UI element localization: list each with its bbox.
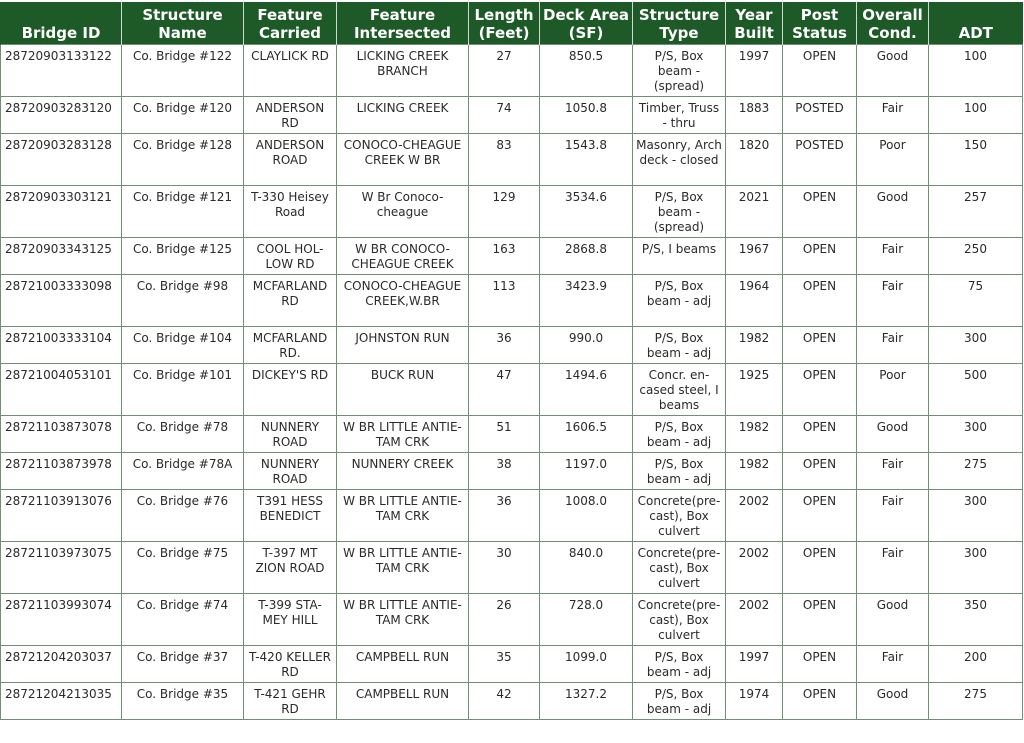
col-header-feature-carried: Feature Carried	[244, 2, 337, 45]
cell-overall-cond: Fair	[857, 238, 929, 275]
cell-adt: 200	[929, 646, 1023, 683]
cell-structure-type: P/S, Box beam - adj	[633, 327, 726, 364]
cell-feature-intersected: JOHNSTON RUN	[337, 327, 469, 364]
cell-feature-carried: T-397 MT ZION ROAD	[244, 542, 337, 594]
cell-feature-intersected: CAMPBELL RUN	[337, 646, 469, 683]
cell-structure-type: Concr. en-cased steel, I beams	[633, 364, 726, 416]
cell-bridge-id: 28721204203037	[1, 646, 122, 683]
cell-structure-name: Co. Bridge #37	[122, 646, 244, 683]
cell-feature-intersected: CONOCO-CHEAGUE CREEK,W.BR	[337, 275, 469, 327]
cell-structure-name: Co. Bridge #75	[122, 542, 244, 594]
cell-feature-carried: T-330 Heisey Road	[244, 186, 337, 238]
cell-feature-intersected: W BR LITTLE ANTIE-TAM CRK	[337, 594, 469, 646]
cell-post-status: OPEN	[783, 490, 857, 542]
cell-adt: 275	[929, 453, 1023, 490]
cell-year-built: 1967	[726, 238, 783, 275]
cell-deck-area: 840.0	[540, 542, 633, 594]
cell-adt: 75	[929, 275, 1023, 327]
col-header-length: Length (Feet)	[469, 2, 540, 45]
cell-structure-type: P/S, Box beam - adj	[633, 683, 726, 720]
cell-adt: 100	[929, 45, 1023, 97]
cell-deck-area: 3534.6	[540, 186, 633, 238]
cell-overall-cond: Good	[857, 45, 929, 97]
cell-bridge-id: 28721204213035	[1, 683, 122, 720]
cell-structure-name: Co. Bridge #74	[122, 594, 244, 646]
cell-post-status: OPEN	[783, 186, 857, 238]
cell-feature-carried: ANDERSON RD	[244, 97, 337, 134]
cell-bridge-id: 28721103873078	[1, 416, 122, 453]
cell-length: 38	[469, 453, 540, 490]
cell-deck-area: 1494.6	[540, 364, 633, 416]
cell-feature-carried: MCFARLAND RD	[244, 275, 337, 327]
cell-length: 42	[469, 683, 540, 720]
cell-year-built: 1997	[726, 646, 783, 683]
cell-deck-area: 1543.8	[540, 134, 633, 186]
cell-adt: 100	[929, 97, 1023, 134]
cell-structure-name: Co. Bridge #128	[122, 134, 244, 186]
cell-feature-intersected: W BR CONOCO-CHEAGUE CREEK	[337, 238, 469, 275]
cell-year-built: 1883	[726, 97, 783, 134]
cell-post-status: OPEN	[783, 646, 857, 683]
col-header-year-built: Year Built	[726, 2, 783, 45]
table-row	[1, 683, 1023, 720]
cell-structure-name: Co. Bridge #35	[122, 683, 244, 720]
cell-overall-cond: Good	[857, 594, 929, 646]
table-row	[1, 364, 1023, 416]
cell-year-built: 2021	[726, 186, 783, 238]
cell-structure-type: P/S, Box beam - adj	[633, 416, 726, 453]
cell-post-status: OPEN	[783, 594, 857, 646]
cell-adt: 300	[929, 416, 1023, 453]
cell-bridge-id: 28720903133122	[1, 45, 122, 97]
cell-feature-carried: T-420 KELLER RD	[244, 646, 337, 683]
cell-deck-area: 850.5	[540, 45, 633, 97]
table-row	[1, 97, 1023, 134]
cell-year-built: 2002	[726, 542, 783, 594]
cell-length: 26	[469, 594, 540, 646]
cell-length: 113	[469, 275, 540, 327]
cell-feature-carried: T-399 STA-MEY HILL	[244, 594, 337, 646]
cell-feature-carried: T391 HESS BENEDICT	[244, 490, 337, 542]
cell-length: 163	[469, 238, 540, 275]
cell-overall-cond: Fair	[857, 646, 929, 683]
cell-structure-type: P/S, Box beam - adj	[633, 275, 726, 327]
cell-structure-name: Co. Bridge #78	[122, 416, 244, 453]
bridge-table-container	[0, 2, 1022, 720]
cell-structure-name: Co. Bridge #76	[122, 490, 244, 542]
cell-overall-cond: Poor	[857, 364, 929, 416]
cell-structure-type: Concrete(pre-cast), Box culvert	[633, 490, 726, 542]
cell-bridge-id: 28721103873978	[1, 453, 122, 490]
cell-deck-area: 1197.0	[540, 453, 633, 490]
cell-post-status: OPEN	[783, 683, 857, 720]
cell-bridge-id: 28720903303121	[1, 186, 122, 238]
cell-structure-name: Co. Bridge #121	[122, 186, 244, 238]
cell-year-built: 1982	[726, 416, 783, 453]
cell-year-built: 1982	[726, 453, 783, 490]
cell-adt: 257	[929, 186, 1023, 238]
table-row	[1, 490, 1023, 542]
col-header-overall-cond: Overall Cond.	[857, 2, 929, 45]
table-row	[1, 594, 1023, 646]
cell-adt: 350	[929, 594, 1023, 646]
cell-post-status: OPEN	[783, 416, 857, 453]
cell-adt: 275	[929, 683, 1023, 720]
cell-length: 35	[469, 646, 540, 683]
cell-feature-carried: NUNNERY ROAD	[244, 416, 337, 453]
cell-overall-cond: Fair	[857, 97, 929, 134]
cell-deck-area: 3423.9	[540, 275, 633, 327]
cell-adt: 300	[929, 490, 1023, 542]
cell-bridge-id: 28721103973075	[1, 542, 122, 594]
cell-year-built: 1997	[726, 45, 783, 97]
col-header-deck-area: Deck Area (SF)	[540, 2, 633, 45]
table-row	[1, 542, 1023, 594]
cell-structure-type: P/S, Box beam - (spread)	[633, 186, 726, 238]
table-row	[1, 45, 1023, 97]
cell-structure-type: Masonry, Arch deck - closed	[633, 134, 726, 186]
cell-bridge-id: 28720903343125	[1, 238, 122, 275]
cell-adt: 500	[929, 364, 1023, 416]
cell-post-status: OPEN	[783, 542, 857, 594]
cell-bridge-id: 28721103913076	[1, 490, 122, 542]
table-row	[1, 134, 1023, 186]
col-header-feature-intersected: Feature Intersected	[337, 2, 469, 45]
cell-structure-name: Co. Bridge #120	[122, 97, 244, 134]
cell-structure-type: P/S, Box beam - adj	[633, 453, 726, 490]
cell-adt: 300	[929, 327, 1023, 364]
cell-structure-name: Co. Bridge #78A	[122, 453, 244, 490]
col-header-adt: ADT	[929, 2, 1023, 45]
cell-post-status: OPEN	[783, 453, 857, 490]
cell-overall-cond: Fair	[857, 453, 929, 490]
col-header-structure-type: Structure Type	[633, 2, 726, 45]
cell-bridge-id: 28721103993074	[1, 594, 122, 646]
cell-bridge-id: 28720903283128	[1, 134, 122, 186]
cell-post-status: POSTED	[783, 97, 857, 134]
header-row	[1, 2, 1023, 45]
cell-post-status: OPEN	[783, 327, 857, 364]
cell-overall-cond: Good	[857, 186, 929, 238]
cell-structure-type: P/S, I beams	[633, 238, 726, 275]
cell-overall-cond: Good	[857, 416, 929, 453]
cell-year-built: 1925	[726, 364, 783, 416]
bridge-inventory-table	[0, 2, 1023, 720]
cell-overall-cond: Fair	[857, 490, 929, 542]
cell-post-status: OPEN	[783, 364, 857, 416]
cell-deck-area: 1327.2	[540, 683, 633, 720]
cell-deck-area: 990.0	[540, 327, 633, 364]
cell-bridge-id: 28721004053101	[1, 364, 122, 416]
cell-deck-area: 1099.0	[540, 646, 633, 683]
col-header-post-status: Post Status	[783, 2, 857, 45]
cell-length: 36	[469, 490, 540, 542]
cell-year-built: 1974	[726, 683, 783, 720]
cell-structure-name: Co. Bridge #122	[122, 45, 244, 97]
table-row	[1, 238, 1023, 275]
cell-length: 74	[469, 97, 540, 134]
cell-year-built: 1982	[726, 327, 783, 364]
cell-feature-intersected: W BR LITTLE ANTIE-TAM CRK	[337, 416, 469, 453]
cell-overall-cond: Poor	[857, 134, 929, 186]
cell-structure-type: P/S, Box beam - (spread)	[633, 45, 726, 97]
table-row	[1, 453, 1023, 490]
cell-post-status: OPEN	[783, 45, 857, 97]
cell-deck-area: 728.0	[540, 594, 633, 646]
cell-feature-carried: T-421 GEHR RD	[244, 683, 337, 720]
col-header-structure-name: Structure Name	[122, 2, 244, 45]
col-header-bridge-id: Bridge ID	[1, 2, 122, 45]
cell-feature-intersected: W BR LITTLE ANTIE-TAM CRK	[337, 490, 469, 542]
cell-overall-cond: Fair	[857, 542, 929, 594]
cell-deck-area: 1606.5	[540, 416, 633, 453]
cell-length: 30	[469, 542, 540, 594]
cell-structure-type: Concrete(pre-cast), Box culvert	[633, 594, 726, 646]
cell-adt: 250	[929, 238, 1023, 275]
cell-feature-carried: COOL HOL-LOW RD	[244, 238, 337, 275]
table-row	[1, 416, 1023, 453]
cell-length: 129	[469, 186, 540, 238]
cell-adt: 150	[929, 134, 1023, 186]
cell-length: 27	[469, 45, 540, 97]
cell-post-status: OPEN	[783, 238, 857, 275]
cell-year-built: 2002	[726, 594, 783, 646]
cell-year-built: 1964	[726, 275, 783, 327]
cell-feature-carried: ANDERSON ROAD	[244, 134, 337, 186]
cell-deck-area: 1050.8	[540, 97, 633, 134]
cell-structure-name: Co. Bridge #104	[122, 327, 244, 364]
cell-feature-carried: MCFARLAND RD.	[244, 327, 337, 364]
cell-bridge-id: 28721003333104	[1, 327, 122, 364]
cell-feature-intersected: CAMPBELL RUN	[337, 683, 469, 720]
cell-overall-cond: Fair	[857, 275, 929, 327]
cell-year-built: 1820	[726, 134, 783, 186]
cell-structure-type: P/S, Box beam - adj	[633, 646, 726, 683]
cell-year-built: 2002	[726, 490, 783, 542]
cell-deck-area: 1008.0	[540, 490, 633, 542]
table-row	[1, 327, 1023, 364]
cell-length: 83	[469, 134, 540, 186]
cell-feature-intersected: NUNNERY CREEK	[337, 453, 469, 490]
cell-feature-intersected: CONOCO-CHEAGUE CREEK W BR	[337, 134, 469, 186]
cell-feature-intersected: W BR LITTLE ANTIE-TAM CRK	[337, 542, 469, 594]
cell-adt: 300	[929, 542, 1023, 594]
table-row	[1, 186, 1023, 238]
cell-structure-type: Concrete(pre-cast), Box culvert	[633, 542, 726, 594]
cell-post-status: POSTED	[783, 134, 857, 186]
cell-bridge-id: 28721003333098	[1, 275, 122, 327]
cell-length: 51	[469, 416, 540, 453]
cell-feature-intersected: BUCK RUN	[337, 364, 469, 416]
cell-structure-name: Co. Bridge #101	[122, 364, 244, 416]
cell-length: 36	[469, 327, 540, 364]
cell-feature-intersected: LICKING CREEK	[337, 97, 469, 134]
cell-feature-carried: NUNNERY ROAD	[244, 453, 337, 490]
cell-length: 47	[469, 364, 540, 416]
cell-feature-intersected: LICKING CREEK BRANCH	[337, 45, 469, 97]
cell-structure-name: Co. Bridge #125	[122, 238, 244, 275]
cell-deck-area: 2868.8	[540, 238, 633, 275]
cell-overall-cond: Good	[857, 683, 929, 720]
table-row	[1, 275, 1023, 327]
cell-feature-carried: DICKEY'S RD	[244, 364, 337, 416]
cell-post-status: OPEN	[783, 275, 857, 327]
table-row	[1, 646, 1023, 683]
cell-feature-intersected: W Br Conoco-cheague	[337, 186, 469, 238]
cell-overall-cond: Fair	[857, 327, 929, 364]
cell-feature-carried: CLAYLICK RD	[244, 45, 337, 97]
cell-bridge-id: 28720903283120	[1, 97, 122, 134]
cell-structure-type: Timber, Truss - thru	[633, 97, 726, 134]
cell-structure-name: Co. Bridge #98	[122, 275, 244, 327]
